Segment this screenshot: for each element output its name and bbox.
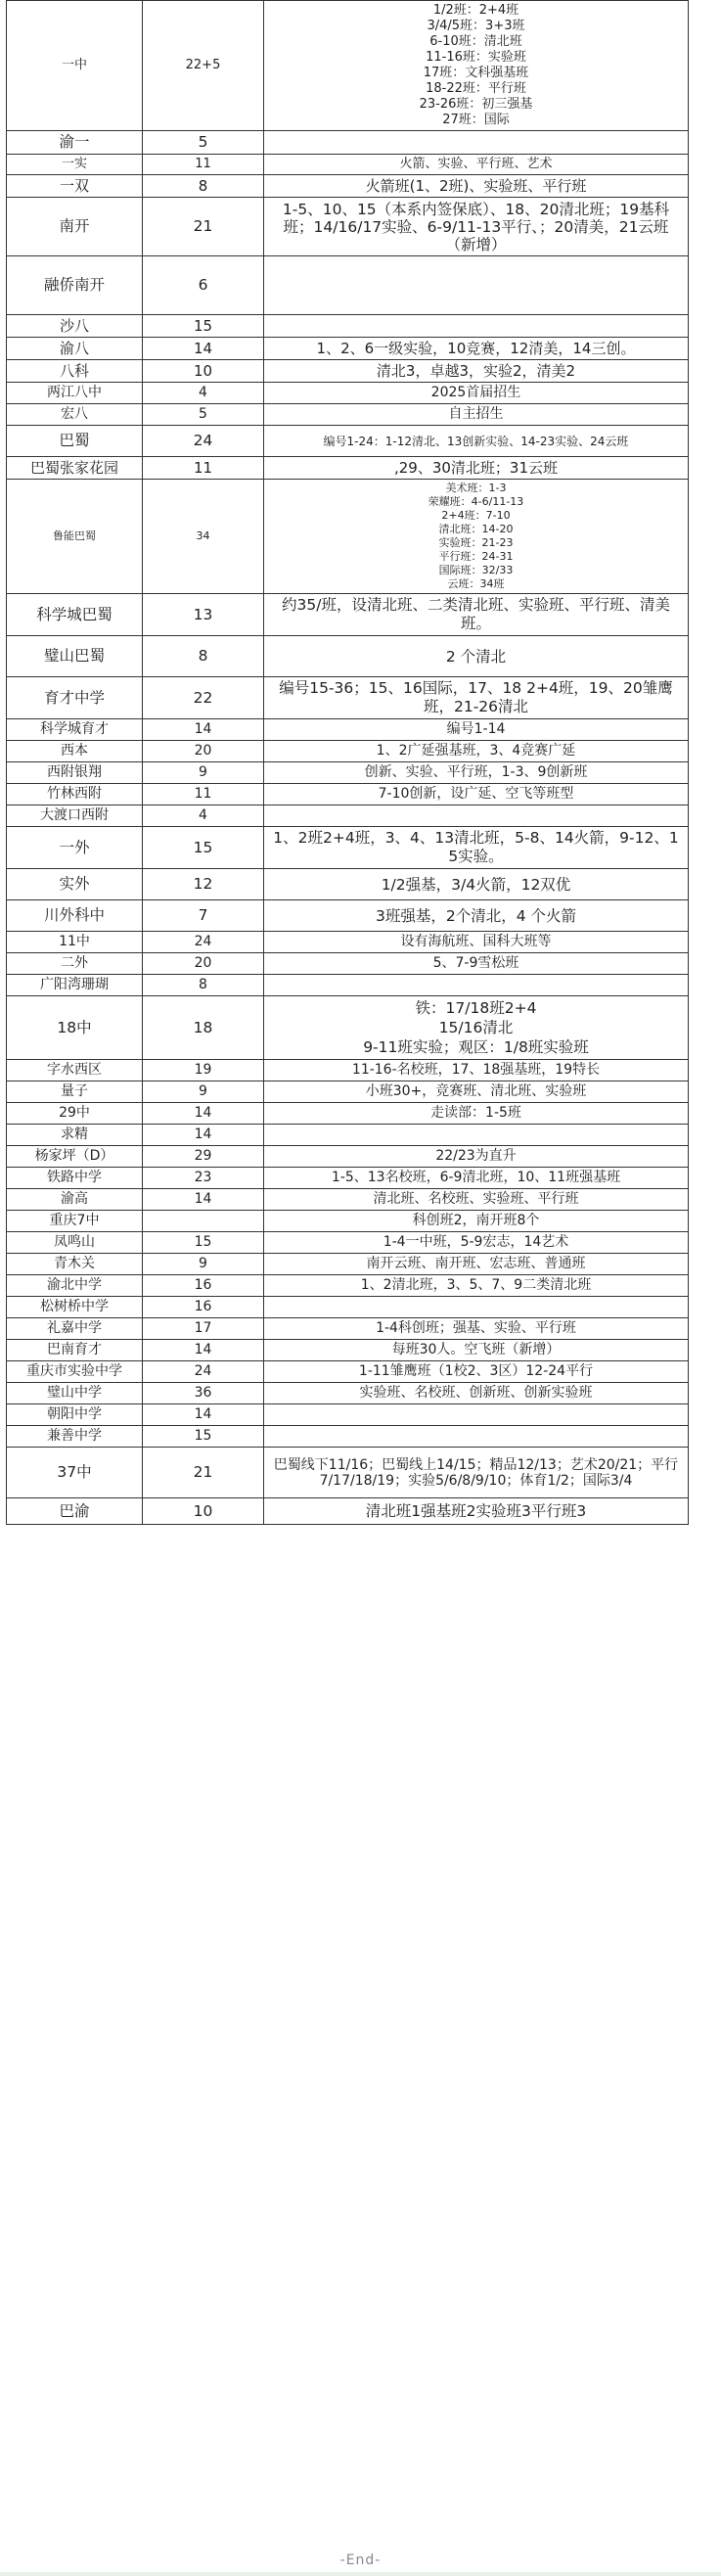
class-count-cell: 23 — [143, 1168, 264, 1189]
class-details-cell — [264, 1211, 689, 1232]
table-row — [7, 996, 689, 1060]
detail-line: 平行班：24-31 — [438, 550, 514, 563]
detail-line: 27班：国际 — [442, 113, 510, 127]
school-name-cell: 南开 — [7, 198, 143, 256]
class-count-cell: 15 — [143, 827, 264, 869]
class-details-cell — [264, 360, 689, 383]
class-count-cell: 10 — [143, 1498, 264, 1525]
class-count-cell: 11 — [143, 155, 264, 175]
class-count-cell: 36 — [143, 1383, 264, 1404]
class-count-cell: 20 — [143, 741, 264, 762]
detail-line: 1-11雏鹰班（1校2、3区）12-24平行 — [358, 1363, 594, 1379]
class-details-cell — [264, 741, 689, 762]
class-count-cell: 15 — [143, 1426, 264, 1448]
table-row — [7, 1254, 689, 1275]
table-row — [7, 594, 689, 636]
table-row — [7, 457, 689, 480]
detail-line: 清北班：14-20 — [438, 523, 514, 535]
class-count-cell: 4 — [143, 383, 264, 404]
school-name-cell: 青木关 — [7, 1254, 143, 1275]
table-body — [7, 1, 689, 1525]
detail-line: 1-5、13名校班，6-9清北班，10、11班强基班 — [331, 1170, 621, 1185]
class-count-cell: 24 — [143, 426, 264, 457]
table-row — [7, 1125, 689, 1146]
class-count-cell: 34 — [143, 480, 264, 594]
detail-line: 11-16-名校班，17、18强基班，19特长 — [351, 1062, 601, 1078]
table-row — [7, 256, 689, 315]
detail-line: 2025首届招生 — [430, 385, 521, 400]
class-details-cell — [264, 827, 689, 869]
detail-line: 科创班2，南开班8个 — [412, 1213, 540, 1228]
school-name-cell: 鲁能巴蜀 — [7, 480, 143, 594]
school-name-cell: 量子 — [7, 1081, 143, 1103]
school-name-cell: 科学城育才 — [7, 719, 143, 741]
detail-line: 美术班：1-3 — [445, 482, 507, 494]
school-name-cell: 川外科中 — [7, 900, 143, 932]
detail-line: 11-16班：实验班 — [426, 50, 526, 65]
table-row — [7, 338, 689, 360]
class-details-cell — [264, 383, 689, 404]
class-count-cell: 11 — [143, 784, 264, 805]
detail-line: 7-10创新，设广延、空飞等班型 — [378, 786, 574, 802]
detail-line: 2+4班：7-10 — [441, 509, 511, 522]
class-details-cell — [264, 1146, 689, 1168]
class-details-cell — [264, 1498, 689, 1525]
school-name-cell: 融侨南开 — [7, 256, 143, 315]
table-row — [7, 1232, 689, 1254]
table-row — [7, 1426, 689, 1448]
school-name-cell: 沙八 — [7, 315, 143, 338]
class-details-cell — [264, 1189, 689, 1211]
table-row — [7, 155, 689, 175]
detail-line: 18-22班：平行班 — [426, 81, 526, 96]
school-name-cell: 巴渝 — [7, 1498, 143, 1525]
class-details-cell — [264, 1060, 689, 1081]
detail-line: ,29、30清北班；31云班 — [393, 459, 559, 477]
detail-line: 1、2、6一级实验，10竞赛，12清美，14三创。 — [316, 340, 636, 357]
class-count-cell: 4 — [143, 805, 264, 827]
table-row — [7, 1448, 689, 1498]
table-row — [7, 1211, 689, 1232]
school-name-cell: 巴蜀张家花园 — [7, 457, 143, 480]
class-details-cell — [264, 1275, 689, 1297]
class-details-cell — [264, 594, 689, 636]
detail-line: 编号15-36；15、16国际，17、18 2+4班，19、20雏鹰班，21-26清北 — [279, 679, 673, 715]
detail-line: 15/16清北 — [438, 1019, 514, 1036]
class-details-cell — [264, 1426, 689, 1448]
class-count-cell: 12 — [143, 869, 264, 900]
class-count-cell: 7 — [143, 900, 264, 932]
detail-line: 南开云班、南开班、宏志班、普通班 — [366, 1256, 586, 1271]
class-count-cell: 11 — [143, 457, 264, 480]
detail-line: 1-5、10、15（本系内签保底）、18、20清北班；19基科班；14/16/17实验、6-9/11-13平行、；20清美，21云班（新增） — [282, 200, 670, 253]
table-row — [7, 1189, 689, 1211]
table-row — [7, 360, 689, 383]
class-count-cell: 14 — [143, 1340, 264, 1361]
school-name-cell: 大渡口西附 — [7, 805, 143, 827]
class-count-cell: 19 — [143, 1060, 264, 1081]
class-details-cell — [264, 762, 689, 784]
class-details-cell — [264, 1103, 689, 1125]
class-details-cell — [264, 198, 689, 256]
class-count-cell: 5 — [143, 404, 264, 426]
class-count-cell: 15 — [143, 315, 264, 338]
detail-line: 清北3，卓越3，实验2，清美2 — [376, 362, 576, 380]
class-details-cell — [264, 256, 689, 315]
detail-line: 3班强基，2个清北，4 个火箭 — [375, 906, 576, 925]
school-name-cell: 渝北中学 — [7, 1275, 143, 1297]
detail-line: 实验班、名校班、创新班、创新实验班 — [359, 1385, 593, 1401]
class-count-cell: 14 — [143, 719, 264, 741]
class-count-cell: 16 — [143, 1275, 264, 1297]
class-details-cell — [264, 869, 689, 900]
class-count-cell: 8 — [143, 636, 264, 677]
table-row — [7, 1498, 689, 1525]
school-name-cell: 二外 — [7, 953, 143, 975]
school-name-cell: 求精 — [7, 1125, 143, 1146]
class-count-cell: 9 — [143, 1254, 264, 1275]
table-row — [7, 975, 689, 996]
detail-line: 1-4一中班，5-9宏志，14艺术 — [383, 1234, 569, 1250]
class-details-cell — [264, 480, 689, 594]
detail-line: 编号1-14 — [446, 721, 506, 737]
table-row — [7, 480, 689, 594]
detail-line: 1/2班：2+4班 — [432, 3, 519, 18]
class-count-cell: 20 — [143, 953, 264, 975]
detail-line: 铁：17/18班2+4 — [415, 999, 537, 1017]
detail-line: 1、2广延强基班，3、4竞赛广延 — [376, 743, 576, 759]
school-name-cell: 重庆7中 — [7, 1211, 143, 1232]
detail-line: 3/4/5班：3+3班 — [427, 19, 525, 33]
school-name-cell: 重庆市实验中学 — [7, 1361, 143, 1383]
class-count-cell: 17 — [143, 1318, 264, 1340]
class-count-cell: 9 — [143, 762, 264, 784]
class-details-cell — [264, 932, 689, 953]
table-row — [7, 741, 689, 762]
detail-line: 9-11班实验；观区：1/8班实验班 — [363, 1038, 589, 1056]
table-row — [7, 1340, 689, 1361]
table-row — [7, 1275, 689, 1297]
school-name-cell: 37中 — [7, 1448, 143, 1498]
school-name-cell: 字水西区 — [7, 1060, 143, 1081]
table-row — [7, 719, 689, 741]
detail-line: 云班：34班 — [447, 577, 505, 590]
detail-line: 创新、实验、平行班，1-3、9创新班 — [364, 764, 588, 780]
school-name-cell: 实外 — [7, 869, 143, 900]
class-details-cell — [264, 315, 689, 338]
class-details-cell — [264, 1232, 689, 1254]
class-details-cell — [264, 1, 689, 131]
table-row — [7, 1361, 689, 1383]
table-row — [7, 175, 689, 198]
school-name-cell: 18中 — [7, 996, 143, 1060]
table-row — [7, 953, 689, 975]
class-details-cell — [264, 1297, 689, 1318]
school-name-cell: 宏八 — [7, 404, 143, 426]
table-row — [7, 198, 689, 256]
detail-line: 5、7-9雪松班 — [432, 955, 519, 971]
school-name-cell: 两江八中 — [7, 383, 143, 404]
table-row — [7, 315, 689, 338]
school-name-cell: 11中 — [7, 932, 143, 953]
class-count-cell: 24 — [143, 1361, 264, 1383]
detail-line: 1/2强基，3/4火箭，12双优 — [381, 875, 571, 894]
class-details-cell — [264, 719, 689, 741]
class-count-cell: 22+5 — [143, 1, 264, 131]
school-name-cell: 朝阳中学 — [7, 1404, 143, 1426]
detail-line: 6-10班：清北班 — [429, 34, 522, 49]
detail-line: 荣耀班：4-6/11-13 — [428, 495, 524, 508]
detail-line: 22/23为直升 — [435, 1148, 517, 1164]
class-count-cell: 14 — [143, 1189, 264, 1211]
detail-line: 每班30人。空飞班（新增） — [391, 1342, 561, 1357]
class-details-cell — [264, 1404, 689, 1426]
school-name-cell: 一中 — [7, 1, 143, 131]
class-details-cell — [264, 404, 689, 426]
class-details-cell — [264, 1168, 689, 1189]
table-row — [7, 1318, 689, 1340]
class-count-cell: 8 — [143, 175, 264, 198]
school-name-cell: 一实 — [7, 155, 143, 175]
school-name-cell: 科学城巴蜀 — [7, 594, 143, 636]
school-name-cell: 竹林西附 — [7, 784, 143, 805]
school-name-cell: 松树桥中学 — [7, 1297, 143, 1318]
detail-line: 走读部：1-5班 — [430, 1105, 521, 1121]
class-count-cell: 5 — [143, 131, 264, 155]
table-row — [7, 636, 689, 677]
class-details-cell — [264, 784, 689, 805]
detail-line: 小班30+，竞赛班、清北班、实验班 — [365, 1083, 587, 1099]
school-name-cell: 铁路中学 — [7, 1168, 143, 1189]
table-row — [7, 1297, 689, 1318]
class-count-cell: 6 — [143, 256, 264, 315]
detail-line: 清北班、名校班、实验班、平行班 — [373, 1191, 579, 1207]
class-details-cell — [264, 426, 689, 457]
detail-line: 巴蜀线下11/16；巴蜀线上14/15；精品12/13；艺术20/21；平行7/17/18/19；实验5/6/8/9/10；体育1/2；国际3/4 — [273, 1456, 679, 1489]
class-details-cell — [264, 1254, 689, 1275]
class-details-cell — [264, 805, 689, 827]
class-count-cell: 24 — [143, 932, 264, 953]
school-name-cell: 璧山中学 — [7, 1383, 143, 1404]
class-details-cell — [264, 1318, 689, 1340]
table-row — [7, 1, 689, 131]
class-count-cell: 14 — [143, 1404, 264, 1426]
school-name-cell: 29中 — [7, 1103, 143, 1125]
class-count-cell: 21 — [143, 198, 264, 256]
class-count-cell: 13 — [143, 594, 264, 636]
school-name-cell: 凤鸣山 — [7, 1232, 143, 1254]
school-name-cell: 八科 — [7, 360, 143, 383]
school-name-cell: 西附银翔 — [7, 762, 143, 784]
class-details-cell — [264, 155, 689, 175]
class-details-cell — [264, 953, 689, 975]
class-details-cell — [264, 1361, 689, 1383]
detail-line: 约35/班，设清北班、二类清北班、实验班、平行班、清美班。 — [282, 596, 670, 632]
school-name-cell: 一双 — [7, 175, 143, 198]
table-row — [7, 1168, 689, 1189]
detail-line: 设有海航班、国科大班等 — [400, 934, 552, 949]
class-count-cell: 18 — [143, 996, 264, 1060]
table-row — [7, 404, 689, 426]
class-count-cell: 16 — [143, 1297, 264, 1318]
class-count-cell: 9 — [143, 1081, 264, 1103]
table-row — [7, 827, 689, 869]
class-count-cell: 15 — [143, 1232, 264, 1254]
table-row — [7, 762, 689, 784]
class-details-cell — [264, 338, 689, 360]
class-details-cell — [264, 1383, 689, 1404]
class-details-cell — [264, 900, 689, 932]
school-name-cell: 育才中学 — [7, 677, 143, 719]
table-row — [7, 784, 689, 805]
detail-line: 17班：文科强基班 — [423, 66, 529, 80]
table-row — [7, 677, 689, 719]
school-name-cell: 璧山巴蜀 — [7, 636, 143, 677]
class-details-cell — [264, 1340, 689, 1361]
school-name-cell: 西本 — [7, 741, 143, 762]
table-row — [7, 131, 689, 155]
table-row — [7, 426, 689, 457]
table-row — [7, 1081, 689, 1103]
class-count-cell: 14 — [143, 1125, 264, 1146]
class-details-cell — [264, 996, 689, 1060]
table-row — [7, 1383, 689, 1404]
table-row — [7, 1060, 689, 1081]
class-count-cell: 8 — [143, 975, 264, 996]
class-details-cell — [264, 131, 689, 155]
class-details-cell — [264, 636, 689, 677]
class-count-cell: 10 — [143, 360, 264, 383]
end-marker: -End- — [339, 2553, 382, 2568]
class-count-cell: 22 — [143, 677, 264, 719]
detail-line: 火箭、实验、平行班、艺术 — [399, 157, 553, 171]
table-row — [7, 1103, 689, 1125]
detail-line: 编号1-24：1-12清北、13创新实验、14-23实验、24云班 — [323, 434, 629, 448]
school-name-cell: 巴南育才 — [7, 1340, 143, 1361]
class-count-cell: 14 — [143, 1103, 264, 1125]
class-details-cell — [264, 1448, 689, 1498]
detail-line: 自主招生 — [448, 406, 504, 422]
footer-banner — [0, 2572, 721, 2576]
school-name-cell: 广阳湾珊瑚 — [7, 975, 143, 996]
class-details-cell — [264, 677, 689, 719]
class-count-cell — [143, 1211, 264, 1232]
class-count-cell: 14 — [143, 338, 264, 360]
class-count-cell: 29 — [143, 1146, 264, 1168]
detail-line: 1、2班2+4班，3、4、13清北班，5-8、14火箭，9-12、15实验。 — [273, 829, 679, 865]
detail-line: 23-26班：初三强基 — [419, 97, 533, 112]
table-row — [7, 869, 689, 900]
school-name-cell: 兼善中学 — [7, 1426, 143, 1448]
school-class-table — [6, 0, 689, 1525]
school-name-cell: 巴蜀 — [7, 426, 143, 457]
table-row — [7, 383, 689, 404]
class-details-cell — [264, 1125, 689, 1146]
school-name-cell: 杨家坪（D） — [7, 1146, 143, 1168]
table-row — [7, 900, 689, 932]
table-row — [7, 805, 689, 827]
class-details-cell — [264, 457, 689, 480]
detail-line: 实验班：21-23 — [438, 536, 514, 549]
school-name-cell: 渝高 — [7, 1189, 143, 1211]
detail-line: 火箭班(1、2班)、实验班、平行班 — [365, 177, 587, 195]
detail-line: 清北班1强基班2实验班3平行班3 — [365, 1502, 587, 1520]
detail-line: 2 个清北 — [445, 647, 507, 666]
table-row — [7, 1146, 689, 1168]
school-name-cell: 一外 — [7, 827, 143, 869]
class-count-cell: 21 — [143, 1448, 264, 1498]
class-details-cell — [264, 1081, 689, 1103]
detail-line: 国际班：32/33 — [438, 564, 514, 576]
class-details-cell — [264, 975, 689, 996]
school-name-cell: 渝八 — [7, 338, 143, 360]
detail-line: 1-4科创班；强基、实验、平行班 — [376, 1320, 576, 1336]
school-name-cell: 礼嘉中学 — [7, 1318, 143, 1340]
table-row — [7, 932, 689, 953]
table-row — [7, 1404, 689, 1426]
detail-line: 1、2清北班，3、5、7、9二类清北班 — [360, 1277, 592, 1293]
class-details-cell — [264, 175, 689, 198]
school-name-cell: 渝一 — [7, 131, 143, 155]
